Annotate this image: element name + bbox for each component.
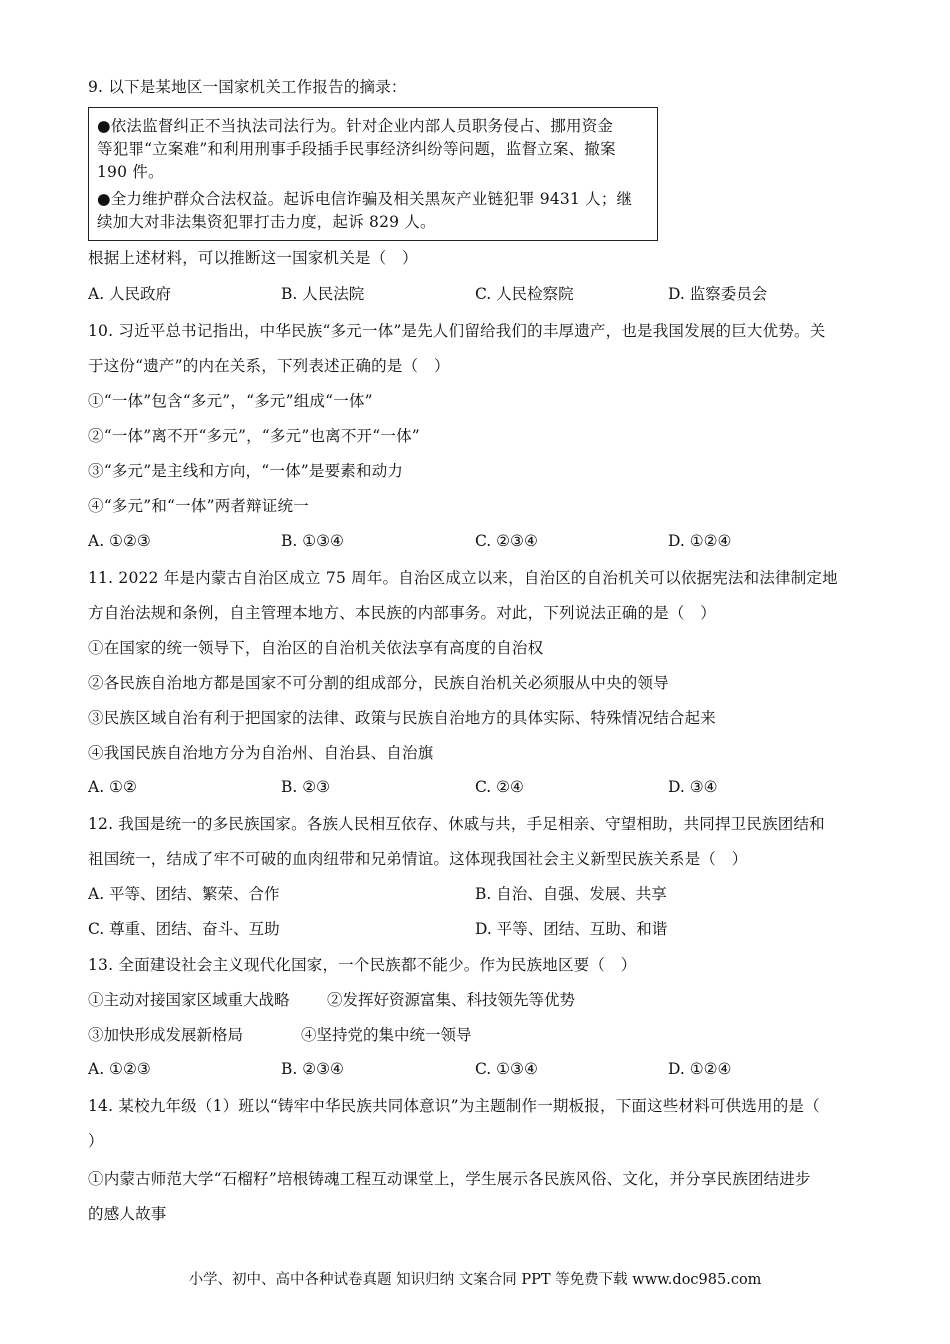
q10-option-d: D. ①②④ xyxy=(668,532,732,550)
q14-item-1-line-1: ①内蒙古师范大学“石榴籽”培根铸魂工程互动课堂上，学生展示各民族风俗、文化，并分享民族团结进步 xyxy=(88,1170,811,1188)
q10-stem-line-1: 10. 习近平总书记指出，中华民族“多元一体”是先人们留给我们的丰厚遗产，也是我国发展的巨大优势。关 xyxy=(88,322,826,340)
q14-stem-line-2: ） xyxy=(88,1132,104,1150)
q9-question: 根据上述材料，可以推断这一国家机关是（ ） xyxy=(88,249,418,267)
q11-option-c: C. ②④ xyxy=(475,778,524,796)
q12-option-c: C. 尊重、团结、奋斗、互助 xyxy=(88,920,280,938)
q9-box-line-5: 续加大对非法集资犯罪打击力度，起诉 829 人。 xyxy=(97,213,436,231)
q13-item-2: ②发挥好资源富集、科技领先等优势 xyxy=(327,991,576,1009)
q10-item-2: ②“一体”离不开“多元”，“多元”也离不开“一体” xyxy=(88,427,420,445)
q9-box-line-4: ●全力维护群众合法权益。起诉电信诈骗及相关黑灰产业链犯罪 9431 人；继 xyxy=(97,190,633,208)
q11-item-1: ①在国家的统一领导下，自治区的自治机关依法享有高度的自治权 xyxy=(88,639,544,657)
q12-option-b: B. 自治、自强、发展、共享 xyxy=(475,885,667,903)
q9-box-line-2: 等犯罪“立案难”和利用刑事手段插手民事经济纠纷等问题，监督立案、撤案 xyxy=(97,140,616,158)
q12-option-a: A. 平等、团结、繁荣、合作 xyxy=(88,885,280,903)
q11-option-d: D. ③④ xyxy=(668,778,718,796)
q10-item-4: ④“多元”和“一体”两者辩证统一 xyxy=(88,497,309,515)
q12-stem-line-2: 祖国统一，结成了牢不可破的血肉纽带和兄弟情谊。这体现我国社会主义新型民族关系是（ ） xyxy=(88,850,748,868)
q12-option-d: D. 平等、团结、互助、和谐 xyxy=(475,920,668,938)
q9-option-c: C. 人民检察院 xyxy=(475,285,574,303)
q9-option-a: A. 人民政府 xyxy=(88,285,172,303)
q13-item-1: ①主动对接国家区域重大战略 xyxy=(88,991,290,1009)
q13-option-b: B. ②③④ xyxy=(281,1060,344,1078)
q12-stem-line-1: 12. 我国是统一的多民族国家。各族人民相互依存、休戚与共，手足相亲、守望相助，共同捍卫民族团结和 xyxy=(88,815,825,833)
q10-option-b: B. ①③④ xyxy=(281,532,344,550)
q10-option-a: A. ①②③ xyxy=(88,532,151,550)
q10-item-3: ③“多元”是主线和方向，“一体”是要素和动力 xyxy=(88,462,404,480)
q14-stem-line-1: 14. 某校九年级（1）班以“铸牢中华民族共同体意识”为主题制作一期板报，下面这些材料可供选用的是（ xyxy=(88,1097,820,1115)
q14-item-1-line-2: 的感人故事 xyxy=(88,1205,167,1223)
q11-stem-line-1: 11. 2022 年是内蒙古自治区成立 75 周年。自治区成立以来，自治区的自治机关可以依据宪法和法律制定地 xyxy=(88,569,838,587)
q9-option-b: B. 人民法院 xyxy=(281,285,365,303)
q9-stem: 9. 以下是某地区一国家机关工作报告的摘录： xyxy=(88,78,407,96)
q13-option-d: D. ①②④ xyxy=(668,1060,732,1078)
q13-stem: 13. 全面建设社会主义现代化国家，一个民族都不能少。作为民族地区要（ ） xyxy=(88,956,637,974)
q10-option-c: C. ②③④ xyxy=(475,532,538,550)
q11-item-2: ②各民族自治地方都是国家不可分割的组成部分，民族自治机关必须服从中央的领导 xyxy=(88,674,669,692)
q10-item-1: ①“一体”包含“多元”，“多元”组成“一体” xyxy=(88,392,373,410)
q11-item-4: ④我国民族自治地方分为自治州、自治县、自治旗 xyxy=(88,744,434,762)
q9-option-d: D. 监察委员会 xyxy=(668,285,768,303)
q13-item-4: ④坚持党的集中统一领导 xyxy=(301,1026,472,1044)
q11-option-b: B. ②③ xyxy=(281,778,331,796)
q9-box-line-3: 190 件。 xyxy=(97,163,164,181)
q11-item-3: ③民族区域自治有利于把国家的法律、政策与民族自治地方的具体实际、特殊情况结合起来 xyxy=(88,709,717,727)
q13-option-c: C. ①③④ xyxy=(475,1060,538,1078)
q11-stem-line-2: 方自治法规和条例，自主管理本地方、本民族的内部事务。对此，下列说法正确的是（ ） xyxy=(88,604,717,622)
q13-item-3: ③加快形成发展新格局 xyxy=(88,1026,244,1044)
q13-option-a: A. ①②③ xyxy=(88,1060,151,1078)
q11-option-a: A. ①② xyxy=(88,778,137,796)
q9-box-line-1: ●依法监督纠正不当执法司法行为。针对企业内部人员职务侵占、挪用资金 xyxy=(97,117,614,135)
q9-excerpt-box xyxy=(88,107,658,241)
q10-stem-line-2: 于这份“遗产”的内在关系，下列表述正确的是（ ） xyxy=(88,357,450,375)
page-footer: 小学、初中、高中各种试卷真题 知识归纳 文案合同 PPT 等免费下载 www.doc985.com xyxy=(188,1272,762,1288)
